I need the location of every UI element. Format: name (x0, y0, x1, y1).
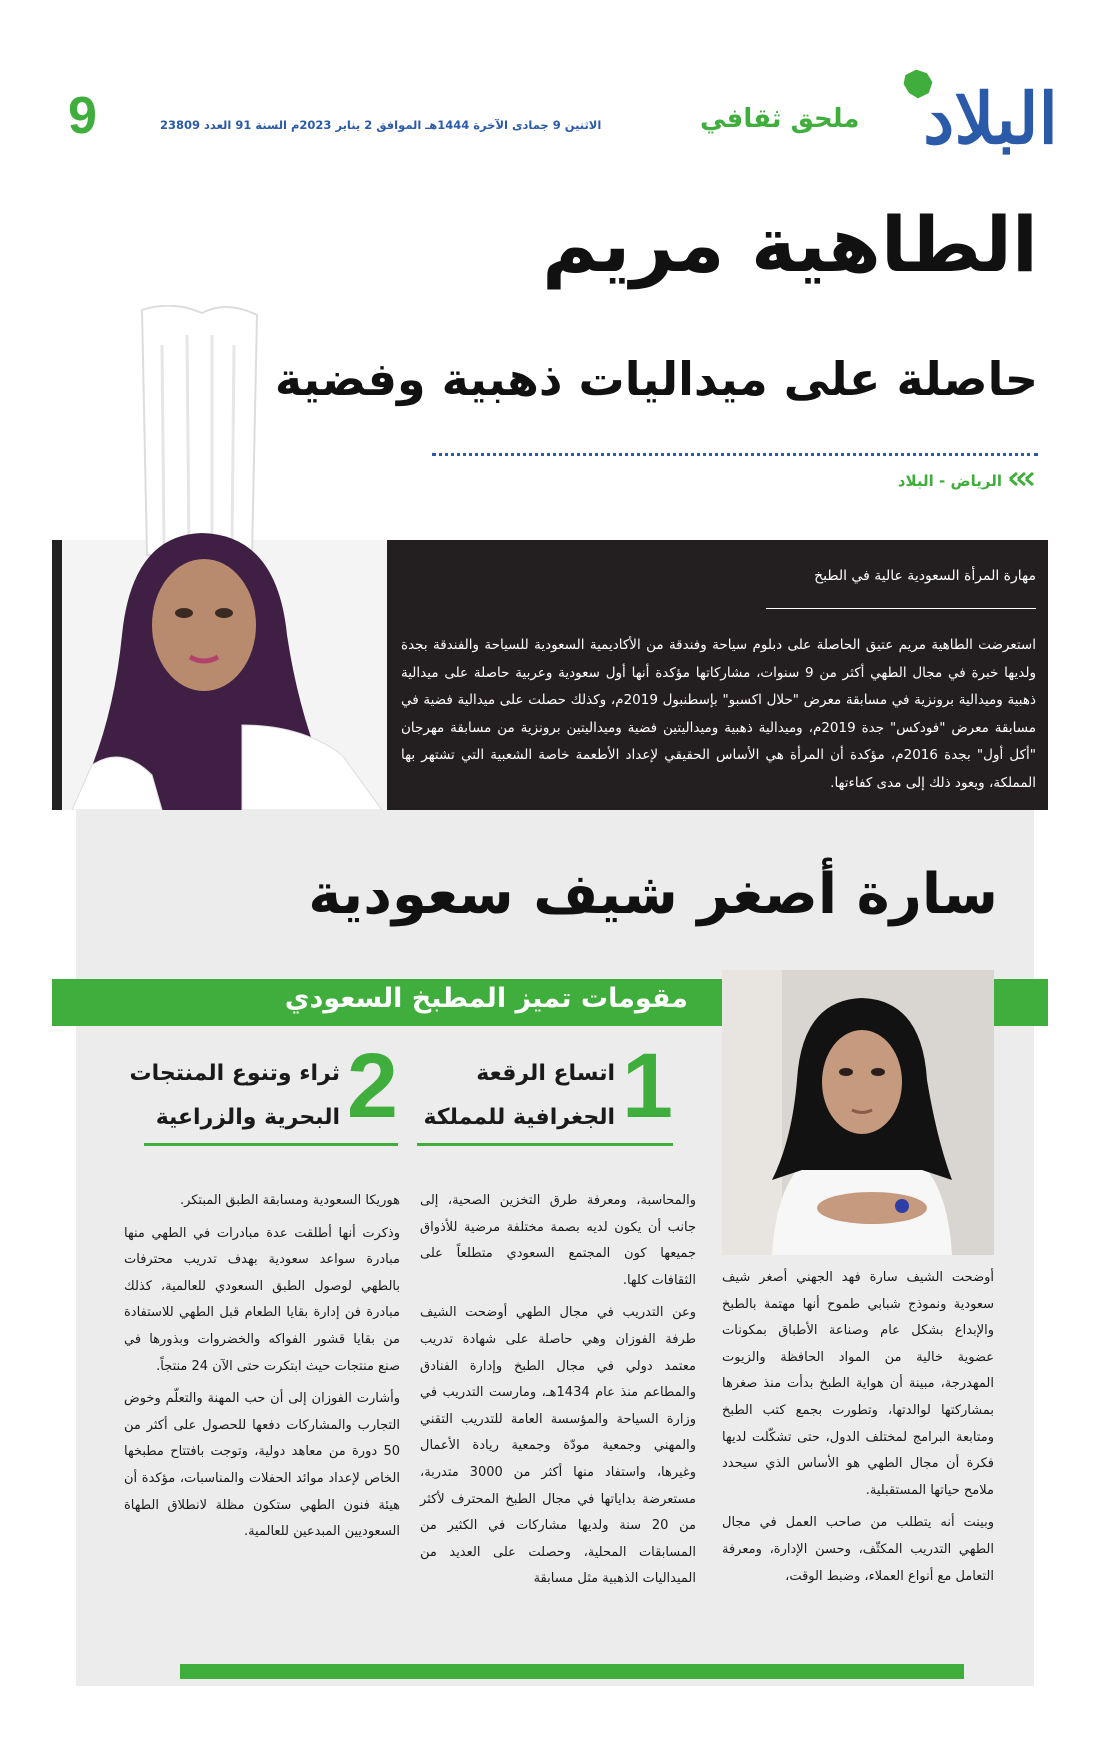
supplement-label: ملحق ثقافي (700, 104, 860, 134)
page-number: 9 (68, 87, 97, 145)
headline-subtitle: حاصلة على ميداليات ذهبية وفضية (274, 352, 1038, 406)
feature-1-line2: الجغرافية للمملكة (423, 1105, 615, 1130)
column-left-paragraph: وأشارت الفوزان إلى أن حب المهنة والتعلّم وخوض التجارب والمشاركات دفعها للحصول على أكثر من 50 دورة من معاهد دولية، وتوجت بافتتاح مطبخها الخاص لإعداد موائد الحفلات والمناسبات، مؤكدة أن هيئة فنون الطهي ستكون مظلة لانطلاق الطهاة السعوديين المبدعين للعالمية. (124, 1391, 400, 1540)
feature-1-line1: اتساع الرقعة (476, 1061, 615, 1086)
chef-maryam-photo (52, 305, 387, 810)
column-right (722, 1265, 994, 1596)
feature-2-text (129, 1052, 340, 1140)
feature-2-line2: البحرية والزراعية (155, 1105, 340, 1130)
feature-1-underline (417, 1143, 673, 1146)
feature-2-line1: ثراء وتنوع المنتجات (129, 1061, 340, 1086)
feature-1-text (423, 1052, 615, 1140)
feature-1 (417, 1035, 673, 1146)
intro-box-rule (766, 608, 1036, 609)
intro-box-title: مهارة المرأة السعودية عالية في الطبخ (814, 568, 1036, 584)
intro-paragraph: استعرضت الطاهية مريم عتيق الحاصلة على دبلوم سياحة وفندقة من الأكاديمية السعودية للسياحة والفندقة بجدة ولديها خبرة في مجال الطهي أكثر من 9 سنوات، مشاركاتها مؤكدة أنها أول سعودية وعربية حاصلة على ميدالية ذهبية وميدالية برونزية في مسابقة معرض "حلال اكسبو" بإسطنبول 2019م، وكذلك حصلت على ميدالية فضية في مسابقة معرض "فودكس" جدة 2019م، وميدالية ذهبية وميداليتين فضية وميداليتين برونزية من مسابقة مهرجان "أكل أول" بجدة 2016م، مؤكدة أن المرأة هي الأساس الحقيقي لإعداد الأطعمة خاصة الشعبية التي تشتهر بها المملكة، ويعود ذلك إلى مدى كفاءتها. (401, 637, 1036, 791)
byline: الرياض - البلاد (897, 472, 1002, 490)
chef-sara-photo (722, 970, 994, 1255)
chevrons-icon (1008, 470, 1038, 488)
column-left-paragraph: وذكرت أنها أطلقت عدة مبادرات في الطهي منها مبادرة سواعد سعودية بهدف تدريب محترفات بالطهي لوصول الطبق السعودي للعالمية، كذلك مبادرة فن إدارة بقايا الطعام قبل الطهي للاستفادة من بقايا قشور الفواكه والخضروات وبذورها في صنع منتجات حيث ابتكرت حتى الآن 24 منتجاً. (124, 1225, 400, 1374)
section-title: سارة أصغر شيف سعودية (308, 862, 998, 927)
column-right-paragraph: وبينت أنه يتطلب من صاحب العمل في مجال الطهي التدريب المكثّف، وحسن الإدارة، ومعرفة التعامل مع أنواع العملاء، وضبط الوقت، (722, 1515, 994, 1584)
column-middle-paragraph: وعن التدريب في مجال الطهي أوضحت الشيف طرفة الفوزان وهي حاصلة على شهادة تدريب معتمد دولي في مجال الطبخ وإدارة الفنادق والمطاعم منذ عام 1434هـ، ومارست التدريب في وزارة السياحة والمؤسسة العامة للتدريب التقني والمهني وجمعية مودّة وجمعية ريادة الأعمال وغيرها، واستفاد منها أكثر من 3000 متدربة، مستعرضة بداياتها في مجال الطبخ المحترف لأكثر من 20 سنة ولديها مشاركات في الكثير من المسابقات المحلية، وحصلت على العديد من الميداليات الذهبية مثل مسابقة (420, 1305, 697, 1587)
bottom-green-bar (180, 1664, 964, 1679)
logo-text: البلاد (923, 77, 1058, 160)
intro-box-body (401, 632, 1036, 797)
dateline: الاثنين 9 جمادى الآخرة 1444هـ الموافق 2 يناير 2023م السنة 91 العدد 23809 (160, 118, 602, 132)
column-middle-paragraph: والمحاسبة، ومعرفة طرق التخزين الصحية، إلى جانب أن يكون لديه بصمة مختلفة مرضية للأذواق جميعها كون المجتمع السعودي متطلعاً على الثقافات كلها. (420, 1193, 696, 1288)
intro-box (387, 540, 1048, 810)
banner-title: مقومات تميز المطبخ السعودي (284, 983, 688, 1014)
column-left (124, 1188, 400, 1552)
column-right-paragraph: أوضحت الشيف سارة فهد الجهني أصغر شيف سعودية ونموذج شبابي طموح أنها مهتمة بالطبخ والإبداع بشكل عام وصناعة الأطباق بمكونات عضوية خالية من المواد الحافظة والزيوت المهدرجة، مبينة أن هواية الطبخ بدأت منذ صغرها بمشاركتها لوالدتها، وتطورت بجمع كتب الطبخ ومتابعة البرامج لمختلف الدول، حتى تشكّلت لديها فكرة أن مجال الطهي هو الأساس الذي سيحدد ملامح حياتها المستقبلية. (722, 1270, 994, 1498)
feature-1-number: 1 (621, 1035, 673, 1137)
headline-title: الطاهية مريم (542, 200, 1038, 289)
column-left-paragraph: هوريكا السعودية ومسابقة الطبق المبتكر. (179, 1193, 400, 1208)
column-middle (420, 1188, 696, 1599)
feature-2-underline (144, 1143, 398, 1146)
feature-2 (129, 1035, 398, 1146)
dotted-divider (432, 453, 1038, 456)
feature-2-number: 2 (346, 1035, 398, 1137)
newspaper-logo (870, 62, 1058, 160)
